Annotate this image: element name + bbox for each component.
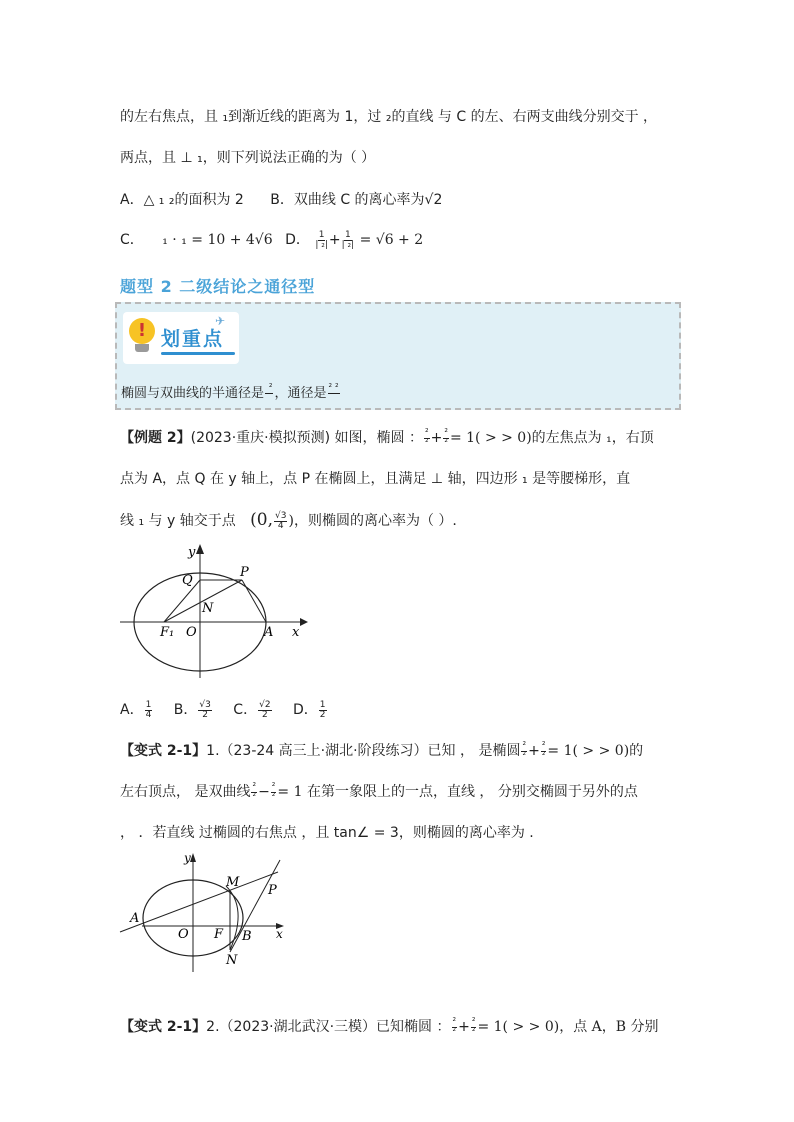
question-text-line: 的左右焦点，且 ₁到渐近线的距离为 1，过 ₂的直线 与 C 的左、右两支曲线分别交于 ， (120, 109, 658, 125)
label-y: y (188, 545, 196, 560)
variant-tag: 【变式 2-1】 (120, 743, 207, 759)
variant-line: 【变式 2-1】1.（23-24 高三上·湖北·阶段练习）已知 ， 是椭圆 $\frac{\text{²}}{\text{²}}$ + $\frac{\text{²}}{\text{²}}$ = 1( > > 0)的 (120, 740, 644, 761)
label-p: P (268, 883, 277, 898)
label-x: x (292, 625, 300, 640)
label-o: O (186, 625, 197, 640)
y-axis-arrow (190, 853, 196, 862)
segment-pa (242, 580, 266, 622)
lightbulb-base (135, 344, 149, 352)
paper-plane-icon: ✈ (215, 314, 226, 328)
label-a: A (130, 911, 140, 926)
ellipse-hyperbola-figure (118, 850, 288, 975)
option-a: A．△ ₁ ₂的面积为 2 (120, 192, 244, 208)
variant-line: 左右顶点， 是双曲线 $\frac{\text{²}}{\text{²}}$ − $\frac{\text{²}}{\text{²}}$ = 1 在第一象限上的一点，直线 ， 分别交椭圆于另外的点 (120, 781, 638, 802)
label-b: B (242, 929, 252, 944)
example-line: 【例题 2】(2023·重庆·模拟预测) 如图，椭圆 ： $\frac{\text{²}}{\text{²}}$ + $\frac{\text{²}}{\text{²}}$ = 1( > > 0)的左焦点为 ₁，右顶 (120, 427, 654, 448)
label-p: P (240, 565, 249, 580)
variant-line: 【变式 2-1】2.（2023·湖北武汉·三模）已知椭圆 ： $\frac{\text{²}}{\text{²}}$ + $\frac{\text{²}}{\text{²}}$ = 1( > > 0)，点 A，B 分别 (120, 1016, 659, 1037)
option-d-math: = √6 + 2 (359, 232, 424, 248)
key-point-badge (123, 312, 239, 364)
variant-line: ， ．若直线 过椭圆的右焦点 ，且 tan∠ = 3，则椭圆的离心率为 . (120, 825, 534, 841)
y-axis-arrow (196, 544, 204, 554)
ellipse-figure (118, 540, 308, 680)
label-n: N (202, 601, 214, 616)
example-line: 线 ₁ 与 y 轴交于点 (0, $\frac{√3}{4}$ )，则椭圆的离心率为（ ）. (120, 510, 457, 531)
label-f: F (214, 927, 224, 942)
key-point-box (115, 302, 681, 410)
label-f1: F₁ (160, 625, 175, 640)
key-point-text: 椭圆与双曲线的半通径是 ² ，通径是 ² ² (121, 383, 339, 401)
label-n: N (226, 953, 238, 968)
label-o: O (178, 927, 189, 942)
option-b: B．双曲线 C 的离心率为√2 (270, 192, 443, 208)
label-m: M (226, 875, 240, 890)
fraction: $\frac{1}{\text{| ₂|}}$ (341, 229, 355, 250)
fraction: $\frac{1}{\text{| ₂|}}$ (315, 229, 328, 250)
badge-label: 划重点 (161, 328, 225, 350)
label-x: x (276, 927, 283, 941)
section-title: 题型 2 二级结论之通径型 (120, 277, 316, 296)
example-line: 点为 A，点 Q 在 y 轴上，点 P 在椭圆上，且满足 ⊥ 轴，四边形 ₁ 是等腰梯形，直 (120, 471, 631, 487)
option-d-label: D． (285, 232, 310, 248)
option-c-label: C． (120, 232, 144, 248)
option-c-math: ₁ · ₁ = 10 + 4√6 (162, 232, 273, 248)
example-tag: 【例题 2】 (120, 430, 191, 446)
variant-tag: 【变式 2-1】 (120, 1019, 207, 1035)
label-y: y (184, 851, 191, 865)
lightbulb-icon: ! (129, 318, 155, 344)
options-row: A． $\frac{1}{4}$ B． $\frac{√3}{2}$ C． $\frac{√2}{2}$ D． $\frac{1}{2}$ (120, 699, 326, 720)
label-q: Q (182, 573, 193, 588)
label-a: A (264, 625, 274, 640)
x-axis-arrow (300, 618, 308, 626)
question-text-line: 两点，且 ⊥ ₁，则下列说法正确的为（ ） (120, 150, 376, 166)
badge-underline (161, 352, 235, 355)
example-source: (2023·重庆·模拟预测) (190, 430, 331, 446)
line-ap (120, 872, 278, 932)
option-row (120, 190, 442, 210)
option-row: C． ₁ · ₁ = 10 + 4√6 D． $\frac{1}{\text{| ₂|}}$ + $\frac{1}{\text{| ₂|}}$ = √6 + 2 (120, 229, 424, 250)
